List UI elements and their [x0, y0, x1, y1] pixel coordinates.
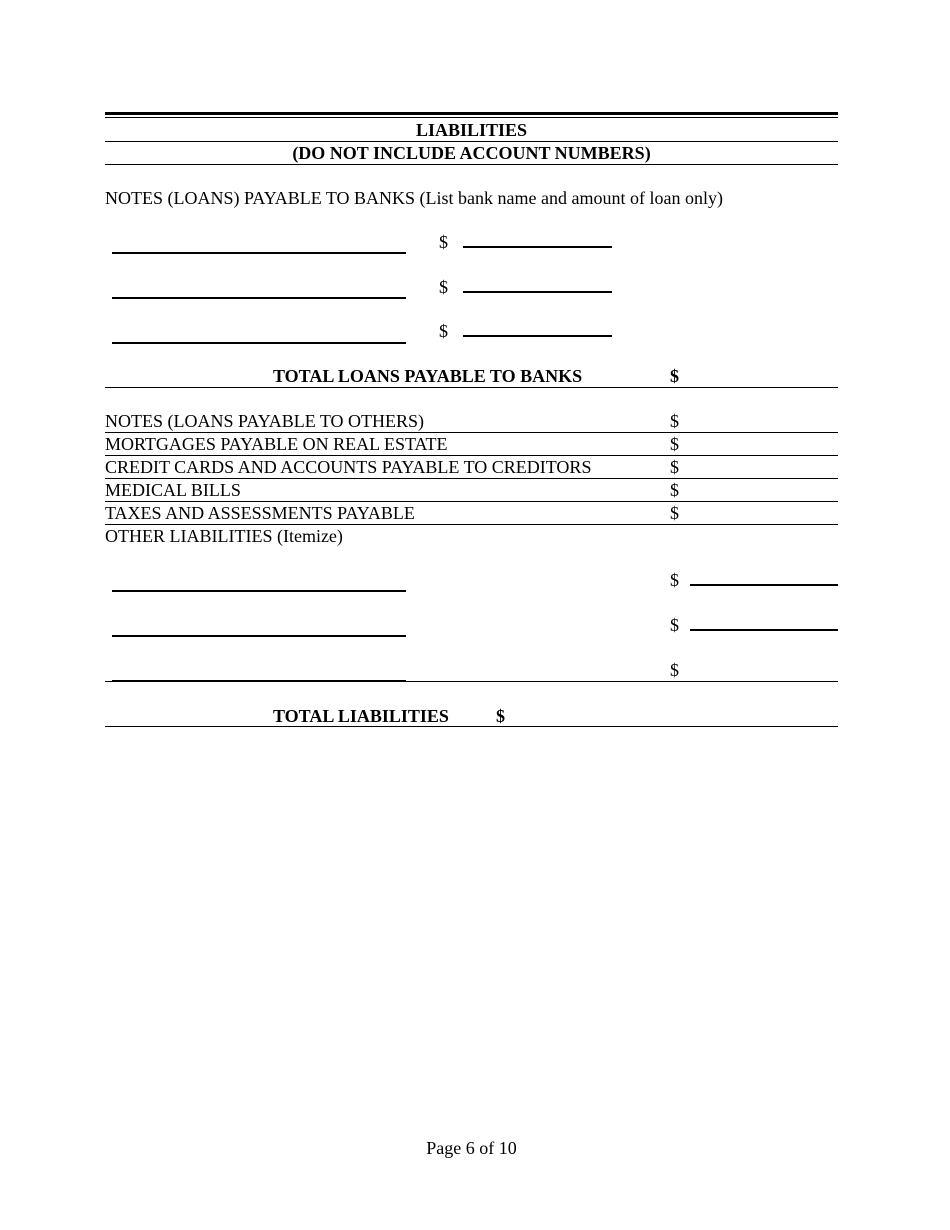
currency-symbol: $	[670, 660, 679, 680]
line-item-rule[interactable]	[105, 432, 838, 433]
line-item-currency: $	[670, 503, 679, 523]
other-liability-description-field[interactable]	[112, 635, 406, 637]
total-liabilities-rule[interactable]	[105, 726, 838, 727]
other-liability-amount-field[interactable]	[690, 584, 838, 586]
line-item-currency: $	[670, 480, 679, 500]
line-item-rule[interactable]	[105, 478, 838, 479]
currency-symbol: $	[670, 615, 679, 635]
bank-amount-field[interactable]	[463, 246, 612, 248]
line-item-currency: $	[670, 434, 679, 454]
line-item-rule[interactable]	[105, 524, 838, 525]
total-bank-loans-currency: $	[670, 366, 679, 386]
other-liability-amount-field[interactable]	[690, 629, 838, 631]
bank-amount-field[interactable]	[463, 335, 612, 337]
line-item-currency: $	[670, 457, 679, 477]
bank-amount-field[interactable]	[463, 291, 612, 293]
header-bottom-rule	[105, 164, 838, 165]
bank-name-field[interactable]	[112, 297, 406, 299]
currency-symbol: $	[670, 570, 679, 590]
line-item-label: NOTES (LOANS PAYABLE TO OTHERS)	[105, 411, 425, 431]
bank-name-field[interactable]	[112, 342, 406, 344]
total-liabilities-currency: $	[496, 706, 505, 726]
total-bank-loans-rule[interactable]	[105, 387, 838, 388]
currency-symbol: $	[439, 232, 448, 252]
bank-name-field[interactable]	[112, 252, 406, 254]
section-subtitle: (DO NOT INCLUDE ACCOUNT NUMBERS)	[292, 143, 651, 163]
currency-symbol: $	[439, 321, 448, 341]
bank-loans-instruction: NOTES (LOANS) PAYABLE TO BANKS (List bank name and amount of loan only)	[105, 188, 723, 208]
other-liability-description-field[interactable]	[112, 590, 406, 592]
line-item-label: CREDIT CARDS AND ACCOUNTS PAYABLE TO CREDITORS	[105, 457, 592, 477]
line-item-label: TAXES AND ASSESSMENTS PAYABLE	[105, 503, 415, 523]
line-item-rule[interactable]	[105, 455, 838, 456]
line-item-label: MEDICAL BILLS	[105, 480, 241, 500]
other-liabilities-label: OTHER LIABILITIES (Itemize)	[105, 526, 343, 546]
section-title: LIABILITIES	[415, 120, 528, 140]
line-item-rule[interactable]	[105, 501, 838, 502]
header-mid-rule	[105, 141, 838, 142]
line-item-currency: $	[670, 411, 679, 431]
currency-symbol: $	[439, 277, 448, 297]
total-bank-loans-label: TOTAL LOANS PAYABLE TO BANKS	[273, 366, 583, 386]
page-number: Page 6 of 10	[426, 1138, 517, 1158]
line-item-label: MORTGAGES PAYABLE ON REAL ESTATE	[105, 434, 448, 454]
header-top-rule-thin	[105, 117, 838, 118]
header-top-rule	[105, 112, 838, 115]
total-liabilities-label: TOTAL LIABILITIES	[273, 706, 449, 726]
other-liability-amount-field[interactable]	[105, 681, 838, 682]
